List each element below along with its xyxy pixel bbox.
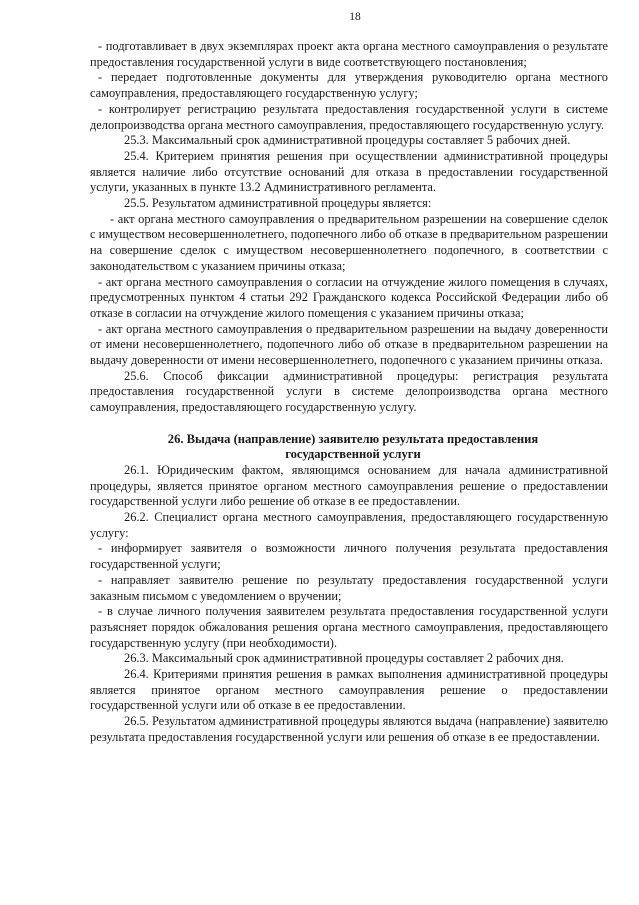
- paragraph: - информирует заявителя о возможности личного получения результата предоставления государственной услуги;: [90, 541, 608, 572]
- paragraph: - акт органа местного самоуправления о согласии на отчуждение жилого помещения в случаях, предусмотренных пунктом 4 статьи 292 Гражданского кодекса Российской Федерации либо об отказе в согласии на отчуждение жилого помещения с указанием причины отказа;: [90, 274, 608, 320]
- section-heading-line: государственной услуги: [285, 447, 421, 462]
- paragraph: 26.1. Юридическим фактом, являющимся основанием для начала административной процедуры, является принятое органом местного самоуправления решение о предоставлении государственной услуги либо решение об отказе в ее предоставлении.: [90, 462, 608, 509]
- paragraph: 26.5. Результатом административной процедуры являются выдача (направление) заявителю результата предоставления государственной услуги или решения об отказе в ее предоставлении.: [90, 714, 608, 744]
- paragraph: 25.4. Критерием принятия решения при осуществлении административной процедуры является наличие либо отсутствие оснований для отказа в предоставлении государственной услуги, указанных в пункте 13.2 Административного регламента.: [90, 148, 608, 195]
- paragraph: 26.2. Специалист органа местного самоуправления, предоставляющего государственную услугу:: [90, 509, 608, 540]
- paragraph: - акт органа местного самоуправления о предварительном разрешении на выдачу доверенности от имени несовершеннолетнего, подопечного либо об отказе в предварительном разрешении на выдачу доверенности от имени несовершеннолетнего, подопечного с указанием причины отказа.: [90, 321, 608, 368]
- paragraph: - акт органа местного самоуправления о предварительном разрешении на совершение сделок с имуществом несовершеннолетнего, подопечного либо об отказе в предварительном разрешении на совершение сделок с имуществом несовершеннолетнего подопечного, в соответствии с законодательством с указанием причины отказа;: [90, 211, 608, 273]
- paragraph: 26.3. Максимальный срок административной процедуры составляет 2 рабочих дня.: [124, 651, 564, 666]
- section-heading-line: 26. Выдача (направление) заявителю результата предоставления: [167, 431, 539, 446]
- paragraph: 25.3. Максимальный срок административной процедуры составляет 5 рабочих дней.: [124, 133, 571, 148]
- page-number: 18: [349, 11, 361, 23]
- paragraph: 25.5. Результатом административной процедуры является:: [124, 196, 432, 211]
- paragraph: - направляет заявителю решение по результату предоставления государственной услуги заказным письмом с уведомлением о вручении;: [90, 572, 608, 603]
- paragraph: 26.4. Критериями принятия решения в рамках выполнения административной процедуры является принятое органом местного самоуправления решение о предоставлении государственной услуги или об отказе в ее предоставлении.: [90, 667, 608, 713]
- paragraph: - контролирует регистрацию результата предоставления государственной услуги в системе делопроизводства органа местного самоуправления, предоставляющего государственную услугу.: [90, 101, 608, 132]
- document-body: [90, 39, 608, 746]
- paragraph: - подготавливает в двух экземплярах проект акта органа местного самоуправления о результате предоставления государственной услуги в виде соответствующего постановления;: [90, 39, 608, 69]
- paragraph: - в случае личного получения заявителем результата предоставления государственной услуги разъясняет порядок обжалования решения органа местного самоуправления, предоставляющего государственную услугу (при необходимости).: [90, 604, 608, 650]
- section-heading: [90, 432, 608, 463]
- paragraph: - передает подготовленные документы для утверждения руководителю органа местного самоуправления, предоставляющего государственную услугу;: [90, 70, 608, 101]
- paragraph: 25.6. Способ фиксации административной процедуры: регистрация результата предоставления государственной услуги в системе делопроизводства органа местного самоуправления, предоставляющего государственную услугу.: [90, 368, 608, 415]
